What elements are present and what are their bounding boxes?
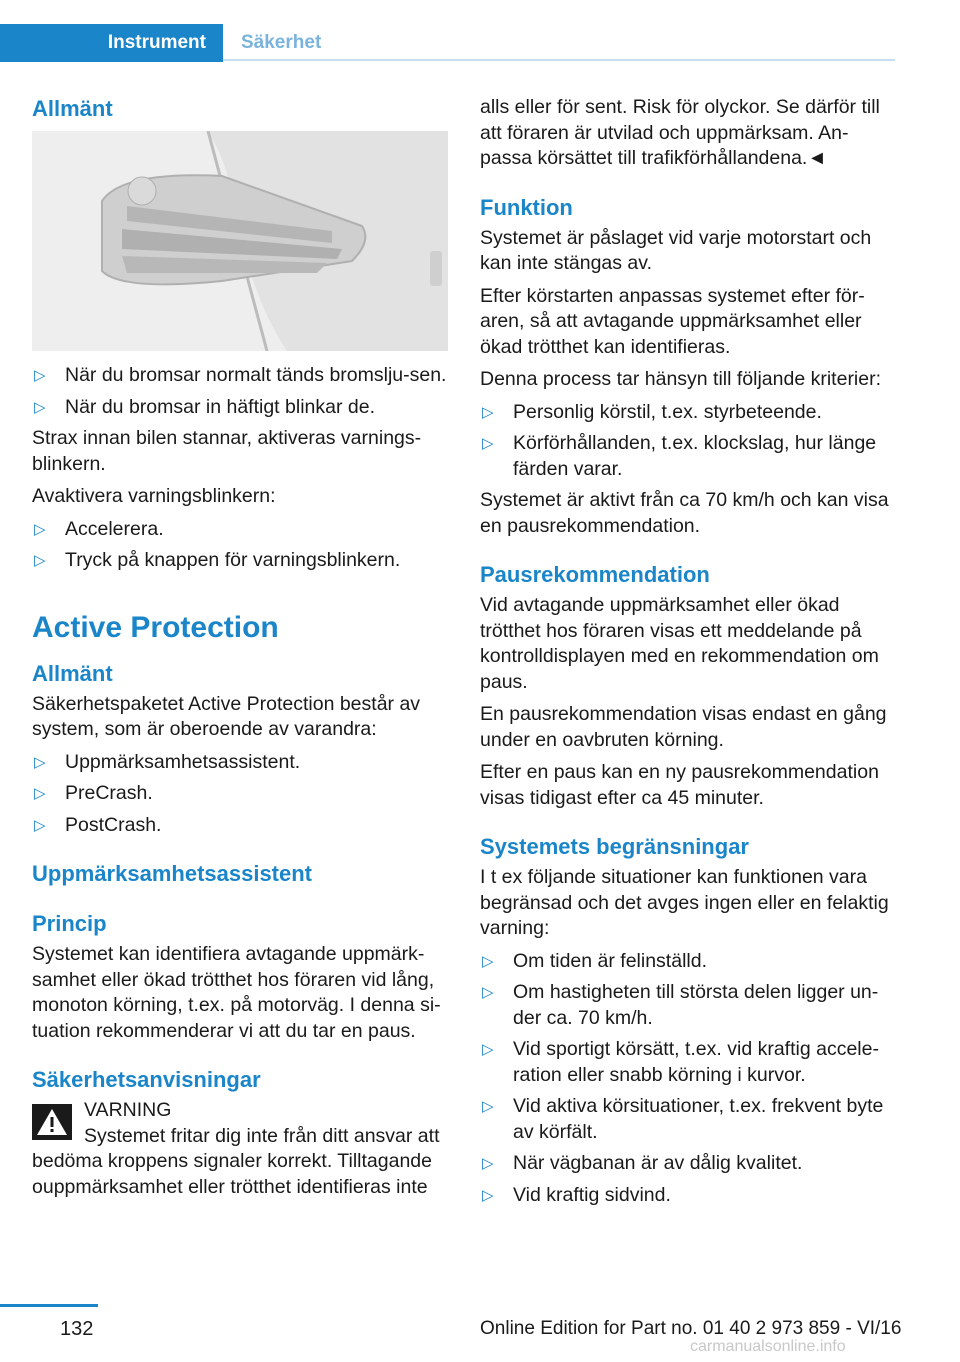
triangle-bullet-icon: ▷ (482, 952, 494, 970)
brake-light-list (32, 363, 448, 420)
triangle-bullet-icon: ▷ (482, 403, 494, 421)
triangle-bullet-icon: ▷ (34, 398, 46, 416)
paragraph: Efter en paus kan en ny pausrekommendation visas tidigast efter ca 45 minuter. (480, 761, 879, 809)
triangle-bullet-icon: ▷ (34, 816, 46, 834)
section-title-active-protection: Active Protection (32, 610, 279, 644)
list-item: ▷ Körförhållanden, t.ex. klockslag, hur länge färden varar. (482, 432, 877, 480)
list-item: ▷ Vid aktiva körsituationer, t.ex. frekvent byte av körfält. (482, 1095, 884, 1143)
paragraph: Systemet är aktivt från ca 70 km/h och kan visa en pausrekommendation. (480, 489, 889, 537)
header-bar (0, 0, 960, 62)
triangle-bullet-icon: ▷ (482, 1186, 494, 1204)
triangle-bullet-icon: ▷ (34, 367, 46, 384)
list-item: ▷ När vägbanan är av dålig kvalitet. (480, 1151, 896, 1177)
paragraph: Strax innan bilen stannar, aktiveras varnings-blinkern. (32, 427, 422, 475)
paragraph: Avaktivera varningsblinkern: (32, 485, 276, 507)
header-divider (223, 59, 895, 61)
triangle-bullet-icon: ▷ (34, 753, 46, 771)
list-item: ▷ Vid kraftig sidvind. (480, 1183, 896, 1209)
warning-block (32, 1098, 448, 1124)
tail-light-illustration (32, 131, 448, 351)
triangle-bullet-icon: ▷ (34, 785, 46, 802)
paragraph: Systemet är påslaget vid varje motorstart och kan inte stängas av. (480, 226, 872, 274)
list-item: ▷ PostCrash. (32, 813, 448, 839)
edition-note: Online Edition for Part no. 01 40 2 973 859 - VI/16 (480, 1318, 902, 1339)
list-item: ▷ Uppmärksamhetsassistent. (32, 750, 448, 776)
paragraph: Efter körstarten anpassas systemet efter för-aren, så att avtagande uppmärksamhet eller ökad trötthet kan identifieras. (480, 284, 865, 358)
watermark: carmanualsonline.info (690, 1338, 846, 1355)
tab-sakerhet[interactable]: Säkerhet (241, 32, 322, 53)
paragraph: I t ex följande situationer kan funktionen vara begränsad och det avges ingen eller en felaktig varning: (480, 866, 889, 939)
deactivate-list (32, 517, 448, 574)
heading-funktion: Funktion (480, 194, 573, 220)
paragraph: Denna process tar hänsyn till följande kriterier: (480, 368, 882, 390)
triangle-bullet-icon: ▷ (482, 435, 494, 452)
tab-instrument[interactable]: Instrument (0, 24, 223, 62)
list-item: ▷ Accelerera. (32, 517, 448, 543)
limitations-list (480, 949, 896, 1209)
list-item: ▷ Personlig körstil, t.ex. styrbeteende. (480, 400, 896, 426)
footer-divider (0, 1304, 98, 1307)
paragraph: Säkerhetspaketet Active Protection består av system, som är oberoende av varandra: (32, 692, 421, 740)
list-item: ▷ När du bromsar normalt tänds bromslju-sen. (32, 363, 448, 389)
heading-sakerhetsanvisningar: Säkerhetsanvisningar (32, 1067, 261, 1092)
triangle-bullet-icon: ▷ (482, 1041, 494, 1058)
list-item: ▷ Vid sportigt körsätt, t.ex. vid kraftig accele-ration eller snabb körning i kurvor. (482, 1038, 879, 1086)
criteria-list (480, 400, 896, 483)
paragraph: Systemet kan identifiera avtagande uppmärk-samhet eller ökad trötthet hos föraren vid lång, monoton körning, t.ex. på motorväg. I denna si-tuation rekommenderar vi att du tar en paus. (32, 943, 441, 1042)
warning-title: VARNING (84, 1099, 172, 1121)
left-column (32, 95, 448, 1200)
triangle-bullet-icon: ▷ (482, 984, 494, 1001)
triangle-bullet-icon: ▷ (34, 520, 46, 538)
page-number: 132 (60, 1318, 94, 1340)
heading-allmant: Allmänt (32, 96, 113, 121)
heading-begransningar: Systemets begränsningar (480, 834, 749, 859)
triangle-bullet-icon: ▷ (482, 1155, 494, 1172)
list-item: ▷ Tryck på knappen för varningsblinkern. (32, 548, 448, 574)
triangle-bullet-icon: ▷ (482, 1098, 494, 1115)
list-item: ▷ När du bromsar in häftigt blinkar de. (32, 395, 448, 421)
heading-uppmarksamhetsassistent: Uppmärksamhetsassistent (32, 861, 313, 886)
warning-triangle-icon (32, 1104, 72, 1140)
list-item: ▷ Om hastigheten till största delen ligger un-der ca. 70 km/h. (482, 981, 879, 1029)
list-item: ▷ PreCrash. (32, 781, 448, 807)
paragraph: En pausrekommendation visas endast en gång under en oavbruten körning. (480, 703, 887, 751)
triangle-bullet-icon: ▷ (34, 552, 46, 569)
paragraph: Vid avtagande uppmärksamhet eller ökad trötthet hos föraren visas ett meddelande på kontrolldisplayen med en rekommendation om paus. (480, 594, 879, 693)
heading-allmant-2: Allmänt (32, 660, 113, 686)
paragraph: alls eller för sent. Risk för olyckor. Se därför till att föraren är utvilad och uppmärksam. An-passa körsättet till trafikförhållandena.◄ (480, 96, 880, 169)
warning-text: Systemet fritar dig inte från ditt ansvar att bedöma kroppens signaler korrekt. Tilltagande ouppmärksamhet eller trötthet identifieras inte (32, 1124, 440, 1198)
right-column (480, 95, 896, 1214)
system-list (32, 750, 448, 839)
heading-princip: Princip (32, 911, 107, 936)
list-item: ▷ Om tiden är felinställd. (480, 949, 896, 975)
heading-pausrekommendation: Pausrekommendation (480, 562, 710, 587)
